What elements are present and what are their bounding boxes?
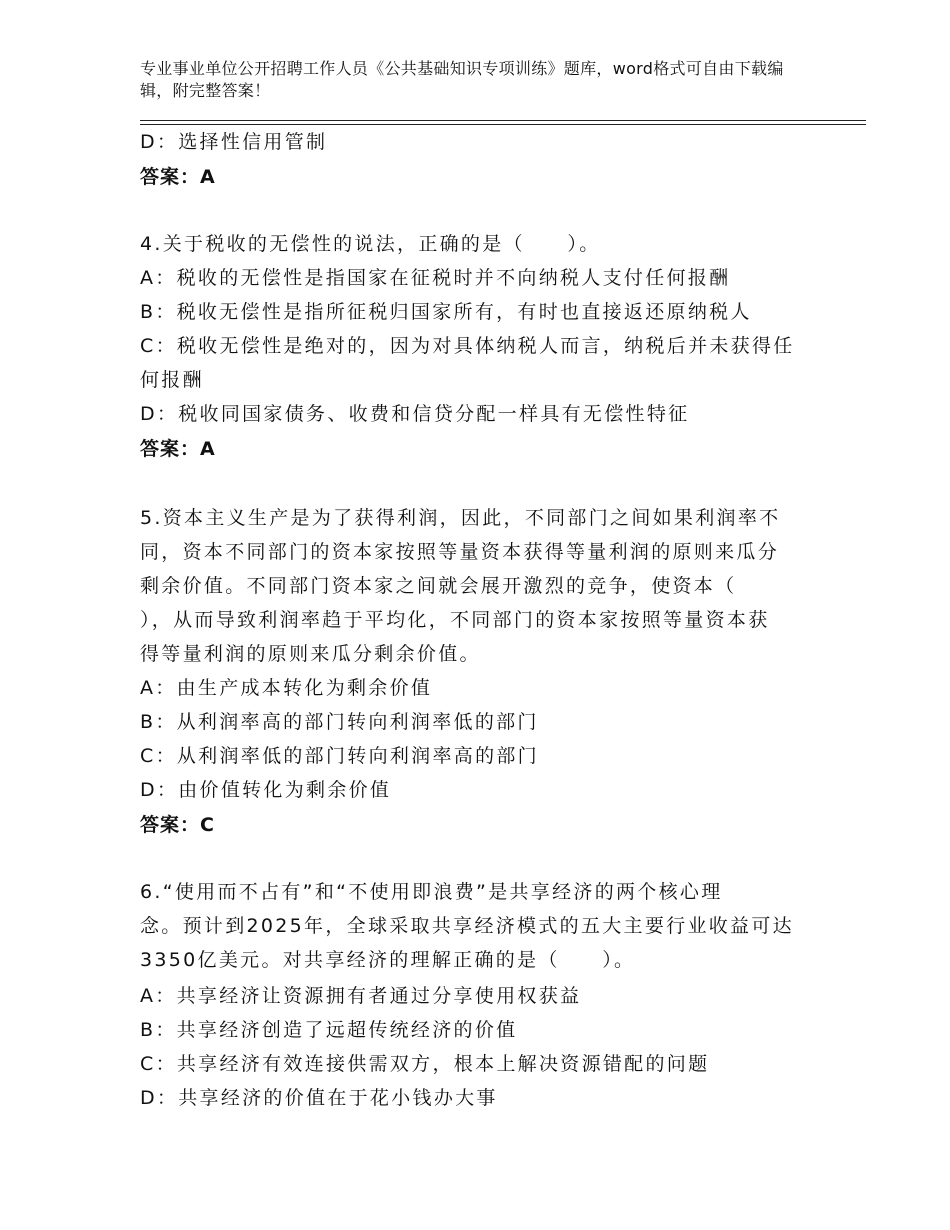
q3-option-d: D：选择性信用管制 bbox=[140, 131, 328, 153]
q3-answer: 答案：A bbox=[140, 166, 216, 188]
q5-option-a: A：由生产成本转化为剩余价值 bbox=[140, 677, 433, 699]
q5-stem-line3: 剩余价值。不同部门资本家之间就会展开激烈的竞争，使资本（ bbox=[140, 575, 737, 597]
q6-stem-line2: 念。预计到2025年，全球采取共享经济模式的五大主要行业收益可达 bbox=[140, 915, 794, 937]
q6-option-c: C：共享经济有效连接供需双方，根本上解决资源错配的问题 bbox=[140, 1053, 710, 1075]
q4-option-c: C：税收无偿性是绝对的，因为对具体纳税人而言，纳税后并未获得任 bbox=[140, 335, 795, 357]
q4-stem: 4.关于税收的无偿性的说法，正确的是（ ）。 bbox=[140, 233, 601, 255]
q5-stem-line2: 同，资本不同部门的资本家按照等量资本获得等量利润的原则来瓜分 bbox=[140, 541, 780, 563]
q5-option-d: D：由价值转化为剩余价值 bbox=[140, 779, 392, 801]
page-header: 专业事业单位公开招聘工作人员《公共基础知识专项训练》题库，word格式可自由下载编辑，附完整答案！ bbox=[140, 59, 784, 100]
q4-option-d: D：税收同国家债务、收费和信贷分配一样具有无偿性特征 bbox=[140, 403, 690, 425]
q6-stem-line1: 6.“使用而不占有”和“不使用即浪费”是共享经济的两个核心理 bbox=[140, 881, 723, 903]
q5-option-c: C：从利润率低的部门转向利润率高的部门 bbox=[140, 745, 539, 767]
q4-option-a: A：税收的无偿性是指国家在征税时并不向纳税人支付任何报酬 bbox=[140, 267, 731, 289]
q5-stem-line4: ），从而导致利润率趋于平均化，不同部门的资本家按照等量资本获 bbox=[140, 609, 770, 631]
q6-option-a: A：共享经济让资源拥有者通过分享使用权获益 bbox=[140, 985, 582, 1007]
q6-stem-line3: 3350亿美元。对共享经济的理解正确的是（ ）。 bbox=[140, 949, 636, 971]
q5-stem-line5: 得等量利润的原则来瓜分剩余价值。 bbox=[140, 643, 481, 665]
q5-answer: 答案：C bbox=[140, 814, 215, 836]
q6-option-b: B：共享经济创造了远超传统经济的价值 bbox=[140, 1019, 518, 1041]
header-rule bbox=[140, 120, 866, 125]
q5-option-b: B：从利润率高的部门转向利润率低的部门 bbox=[140, 711, 539, 733]
q4-answer: 答案：A bbox=[140, 438, 216, 460]
q4-option-b: B：税收无偿性是指所征税归国家所有，有时也直接返还原纳税人 bbox=[140, 301, 752, 323]
q4-option-c-continued: 何报酬 bbox=[140, 369, 204, 391]
q6-option-d: D：共享经济的价值在于花小钱办大事 bbox=[140, 1087, 498, 1109]
q5-stem-line1: 5.资本主义生产是为了获得利润，因此，不同部门之间如果利润率不 bbox=[140, 507, 781, 529]
